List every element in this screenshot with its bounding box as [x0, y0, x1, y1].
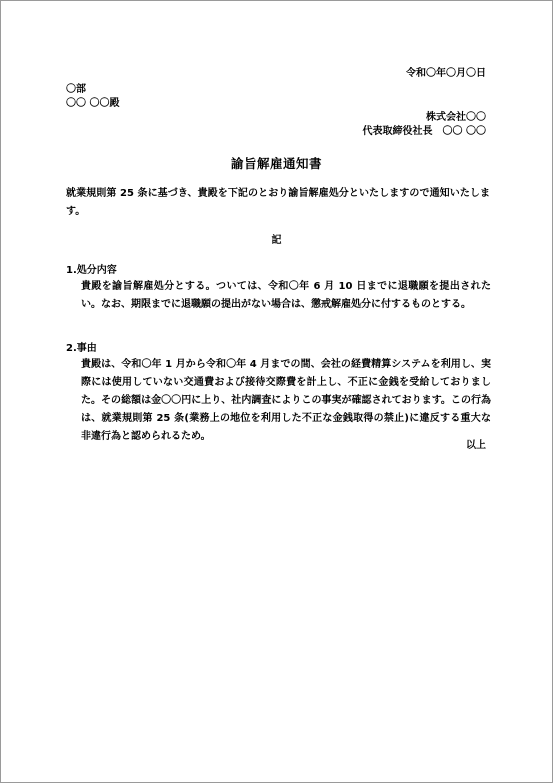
document-title: 諭旨解雇通知書: [230, 156, 322, 171]
recipient-department: 〇部: [66, 84, 86, 95]
document-date: 令和〇年〇月〇日: [406, 68, 486, 79]
section-text-disposition: 貴殿を諭旨解雇処分とする。ついては、令和〇年 6 月 10 日までに退職願を提出されたい。なお、期限までに退職願の提出がない場合は、懲戒解雇処分に付するものとする。: [81, 281, 491, 310]
ki-marker: 記: [271, 235, 282, 246]
section-heading-reason: 2.事由: [66, 343, 97, 354]
sender-representative: 代表取締役社長 〇〇 〇〇: [362, 126, 486, 137]
section-text-reason: 貴殿は、令和〇年 1 月から令和〇年 4 月までの間、会社の経費精算システムを利用し、実際には使用していない交通費および接待交際費を計上し、不正に金銭を受給しておりました。その総額は金〇〇円に上り、社内調査によりこの事実が確認されております。この行為は、就業規則第 25 条(業務上の地位を利用した不正な金銭取得の禁止)に違反する重大な非違行為と認められるため。: [81, 359, 491, 442]
intro-paragraph: 就業規則第 25 条に基づき、貴殿を下記のとおり諭旨解雇処分といたしますので通知いたします。: [66, 188, 490, 217]
recipient-name: 〇〇 〇〇殿: [66, 98, 120, 109]
sender-company: 株式会社〇〇: [426, 112, 486, 123]
closing-ijo: 以上: [466, 440, 486, 451]
section-heading-disposition: 1.処分内容: [66, 265, 117, 276]
